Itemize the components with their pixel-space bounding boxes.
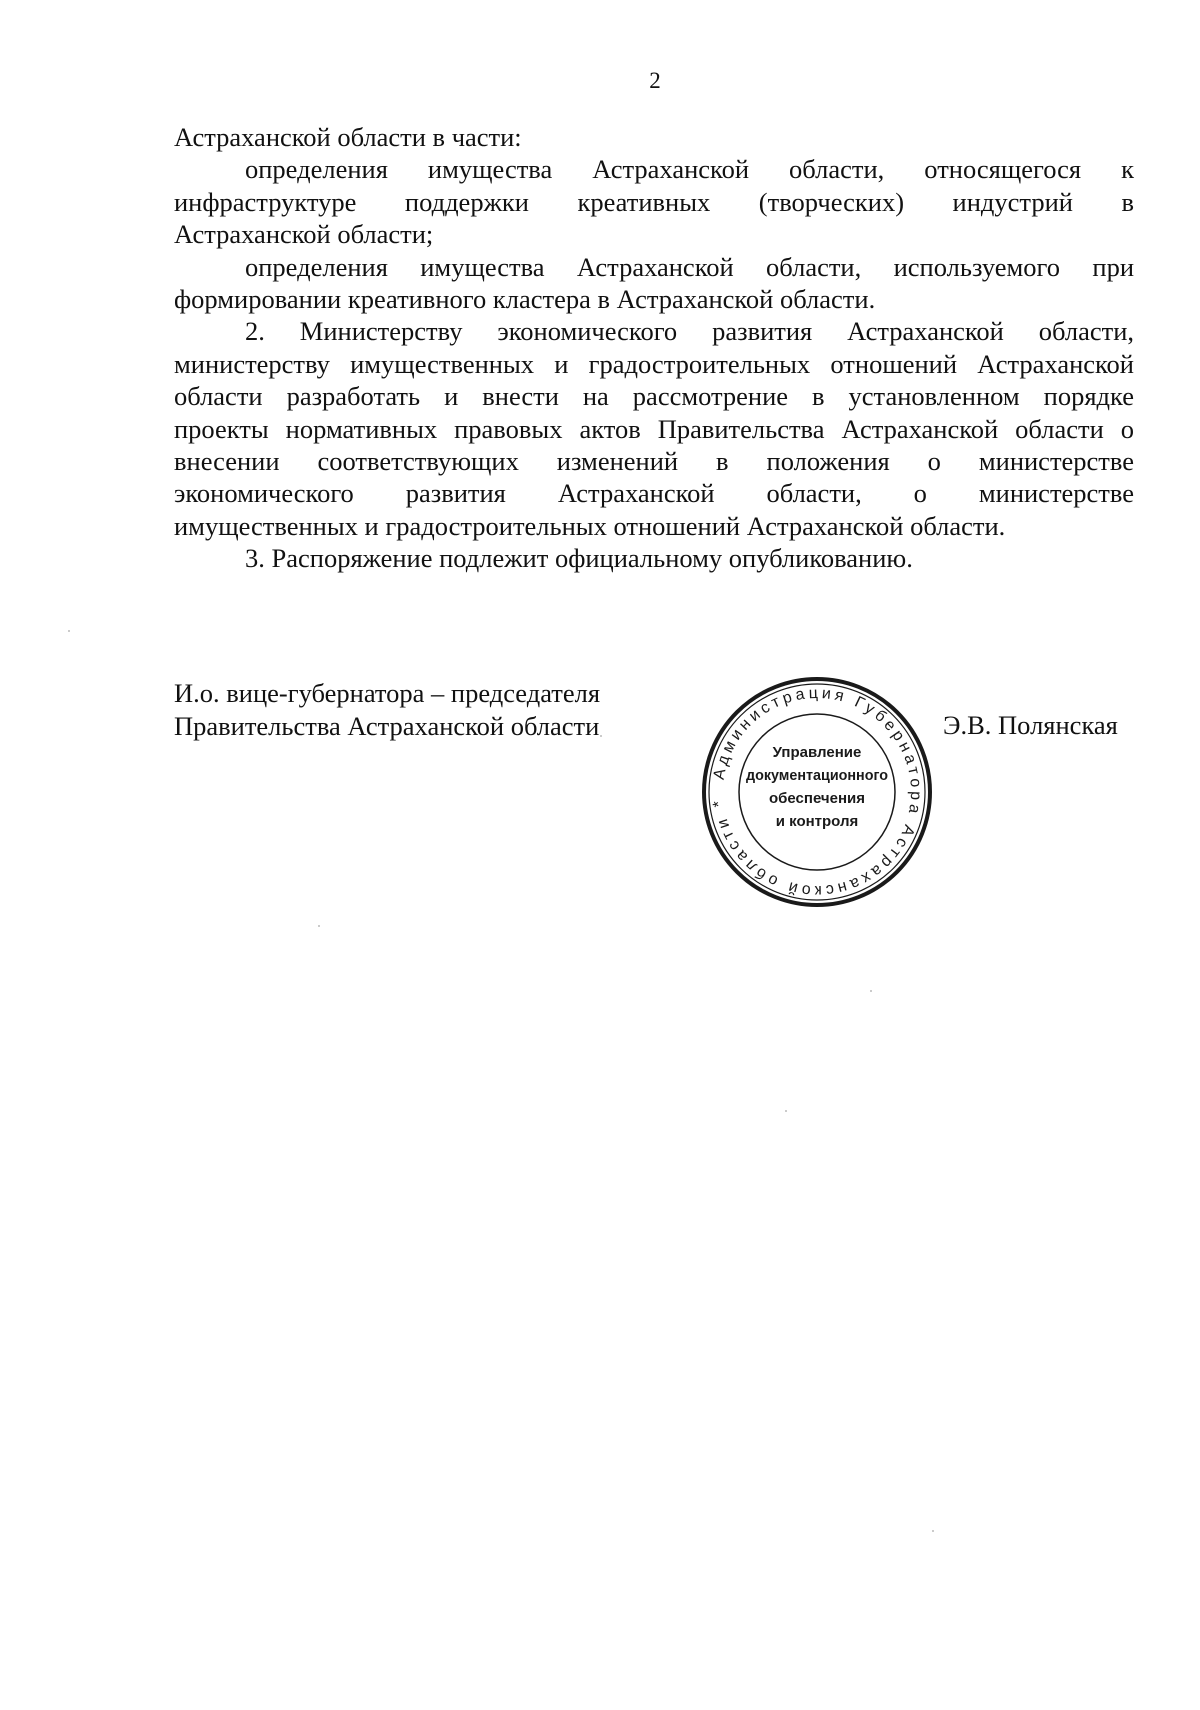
scan-speck bbox=[600, 735, 602, 737]
text-line: 3. Распоряжение подлежит официальному опубликованию. bbox=[245, 543, 913, 574]
paragraph bbox=[174, 153, 1134, 250]
paragraph bbox=[174, 542, 1134, 574]
stamp-center-line-3: обеспечения bbox=[768, 790, 866, 807]
scan-speck bbox=[785, 1110, 787, 1112]
text-line: инфраструктуре поддержки креативных (творческих) индустрий в bbox=[174, 186, 1134, 217]
text-line: Астраханской области; bbox=[174, 219, 434, 250]
stamp-ring-textpath: Администрация Губернатора Астраханской области * bbox=[710, 684, 925, 900]
paragraph bbox=[174, 315, 1134, 542]
scan-speck bbox=[318, 925, 320, 927]
text-line: 2. Министерству экономического развития Астраханской области, bbox=[245, 316, 1134, 347]
official-stamp bbox=[700, 675, 934, 909]
scan-speck bbox=[68, 630, 70, 632]
stamp-center-line-2: документационного bbox=[746, 767, 888, 784]
text-line: внесении соответствующих изменений в положения о министерстве bbox=[174, 446, 1134, 477]
signatory-name: Э.В. Полянская bbox=[943, 710, 1118, 740]
page-number: 2 bbox=[649, 68, 661, 93]
document-body bbox=[174, 121, 1134, 575]
stamp-seal-graphic bbox=[700, 675, 934, 909]
signatory-position-line-1: И.о. вице-губернатора – председателя bbox=[174, 678, 601, 708]
text-line: области разработать и внести на рассмотрение в установленном порядке bbox=[174, 381, 1134, 412]
stamp-center-line-1: Управление bbox=[772, 744, 862, 761]
scan-speck bbox=[870, 990, 872, 992]
stamp-center-line-4: и контроля bbox=[775, 813, 859, 830]
text-line: министерству имущественных и градостроительных отношений Астраханской bbox=[174, 348, 1134, 379]
text-line: проекты нормативных правовых актов Правительства Астраханской области о bbox=[174, 413, 1134, 444]
text-line: формировании креативного кластера в Астраханской области. bbox=[174, 284, 876, 315]
text-line: Астраханской области в части: bbox=[174, 122, 522, 152]
paragraph bbox=[174, 251, 1134, 316]
text-line: имущественных и градостроительных отношений Астраханской области. bbox=[174, 510, 1006, 541]
text-line: определения имущества Астраханской области, используемого при bbox=[245, 251, 1134, 282]
scan-speck bbox=[932, 1530, 934, 1532]
paragraph bbox=[174, 121, 1134, 153]
text-line: определения имущества Астраханской области, относящегося к bbox=[245, 154, 1134, 185]
signatory-position-line-2: Правительства Астраханской области bbox=[174, 711, 600, 741]
text-line: экономического развития Астраханской области, о министерстве bbox=[174, 478, 1134, 509]
signatory-position bbox=[174, 677, 600, 743]
